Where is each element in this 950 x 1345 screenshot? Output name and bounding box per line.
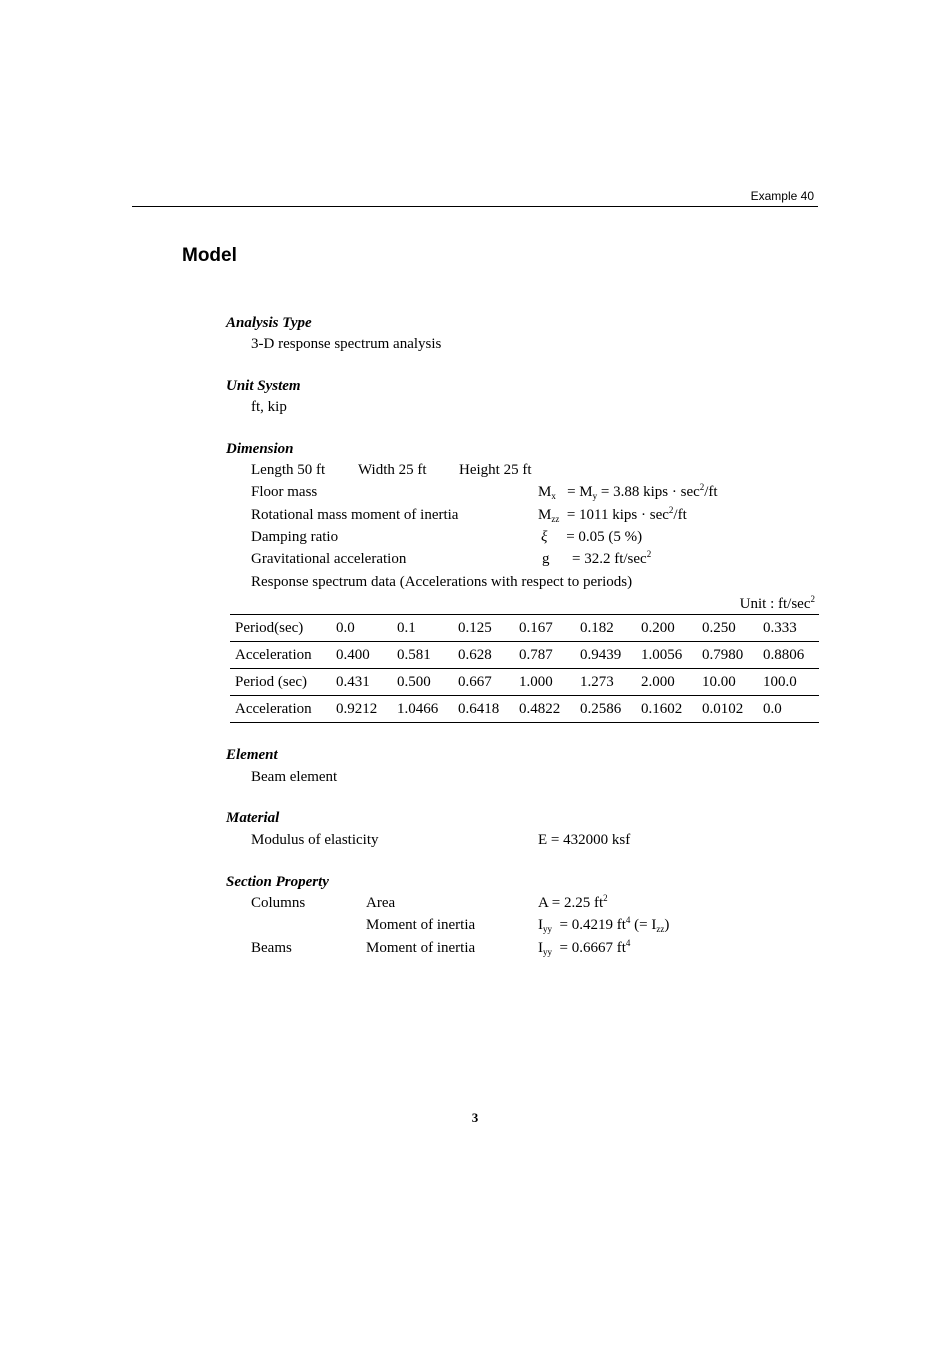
table-cell: 0.7980 (697, 642, 758, 669)
table-cell: 0.2586 (575, 696, 636, 723)
table-row-header: Acceleration (230, 696, 331, 723)
table-row (230, 615, 819, 642)
table-cell: 0.400 (331, 642, 392, 669)
header-rule (132, 206, 818, 207)
beam-moi-label: Moment of inertia (366, 940, 476, 956)
table-cell: 0.182 (575, 615, 636, 642)
table-cell: 0.628 (453, 642, 514, 669)
damping-number: = 0.05 (5 %) (566, 529, 643, 545)
table-row (230, 696, 819, 723)
table-cell: 0.333 (758, 615, 819, 642)
floor-mass-number: = 3.88 kips · sec (600, 484, 700, 500)
table-cell: 0.581 (392, 642, 453, 669)
beams-label: Beams (251, 940, 292, 956)
grav-value: g = 32.2 $ft/\sec^2$ (542, 549, 652, 567)
area-number: A = 2.25 ft (538, 895, 604, 911)
area-label: Area (366, 895, 396, 911)
table-cell: 0.787 (514, 642, 575, 669)
element-heading: Element (226, 747, 278, 763)
column-moi-value: $I_{yy} = 0.4219$ $ft^4$ (= $I_{zz}$) (538, 915, 670, 934)
columns-label: Columns (251, 895, 306, 911)
running-header: Example 40 (750, 189, 814, 203)
spectrum-unit-text: Unit : ft/sec (739, 596, 811, 612)
column-moi-number: = 0.4219 ft (559, 917, 626, 933)
dimension-height: Height 25 ft (459, 462, 532, 478)
table-cell: 0.200 (636, 615, 697, 642)
unit-system-value: ft, kip (251, 399, 287, 415)
beam-moi-number: = 0.6667 ft (559, 940, 626, 956)
dimension-width: Width 25 ft (358, 462, 427, 478)
table-row-header: Period (sec) (230, 669, 331, 696)
material-heading: Material (226, 810, 280, 826)
analysis-type-heading: Analysis Type (226, 315, 312, 331)
table-row-header: Acceleration (230, 642, 331, 669)
page-number: 3 (471, 1110, 479, 1125)
table-cell: 1.0056 (636, 642, 697, 669)
table-cell: 0.500 (392, 669, 453, 696)
column-moi-note: (= I (630, 917, 657, 933)
table-cell: 0.431 (331, 669, 392, 696)
rot-mass-number: = 1011 kips · sec (566, 507, 669, 523)
rot-mass-value: $M_{zz} = 1011$ kips · $\sec^2/ft$ (538, 505, 687, 524)
table-row (230, 642, 819, 669)
element-value: Beam element (251, 769, 338, 785)
table-cell: 0.125 (453, 615, 514, 642)
table-cell: 0.250 (697, 615, 758, 642)
table-cell: 1.0466 (392, 696, 453, 723)
table-cell: 100.0 (758, 669, 819, 696)
dimension-length: Length 50 ft (251, 462, 326, 478)
table-cell: 1.000 (514, 669, 575, 696)
grav-number: = 32.2 ft/sec (572, 551, 647, 567)
beam-moi-value: $I_{yy} = 0.6667$ $ft^4$ (538, 938, 631, 957)
material-value: E = 432000 ksf (538, 832, 631, 848)
damping-label: Damping ratio (251, 529, 339, 545)
table-cell: 0.1602 (636, 696, 697, 723)
floor-mass-label: Floor mass (251, 484, 318, 500)
table-cell: 0.167 (514, 615, 575, 642)
area-value: A = 2.25 $ft^2$ (538, 893, 608, 911)
table-cell: 0.0 (758, 696, 819, 723)
table-cell: 1.273 (575, 669, 636, 696)
table-cell: 0.1 (392, 615, 453, 642)
section-property-heading: Section Property (226, 874, 329, 890)
grav-label: Gravitational acceleration (251, 551, 407, 567)
table-row-header: Period(sec) (230, 615, 331, 642)
spectrum-label: Response spectrum data (Accelerations with respect to periods) (251, 574, 633, 590)
unit-system-heading: Unit System (226, 378, 301, 394)
table-cell: 0.6418 (453, 696, 514, 723)
table-cell: 0.9439 (575, 642, 636, 669)
rot-mass-label: Rotational mass moment of inertia (251, 507, 459, 523)
damping-value: ξ = 0.05 (5 %) (541, 529, 643, 545)
material-label: Modulus of elasticity (251, 832, 379, 848)
table-cell: 0.0102 (697, 696, 758, 723)
table-cell: 0.0 (331, 615, 392, 642)
table-cell: 2.000 (636, 669, 697, 696)
table-cell: 0.667 (453, 669, 514, 696)
table-cell: 0.4822 (514, 696, 575, 723)
spectrum-unit: Unit : $ft/\sec^2$ (739, 594, 815, 612)
column-moi-label: Moment of inertia (366, 917, 476, 933)
table-cell: 0.8806 (758, 642, 819, 669)
spectrum-table-body (230, 615, 819, 723)
spectrum-table (230, 614, 819, 723)
section-title: Model (182, 245, 237, 266)
table-cell: 10.00 (697, 669, 758, 696)
floor-mass-value: $M_x = M_y = 3.88$ kips · $\sec^2/ft$ (538, 482, 718, 501)
table-row (230, 669, 819, 696)
table-cell: 0.9212 (331, 696, 392, 723)
analysis-type-value: 3-D response spectrum analysis (251, 336, 442, 352)
dimension-heading: Dimension (226, 441, 294, 457)
